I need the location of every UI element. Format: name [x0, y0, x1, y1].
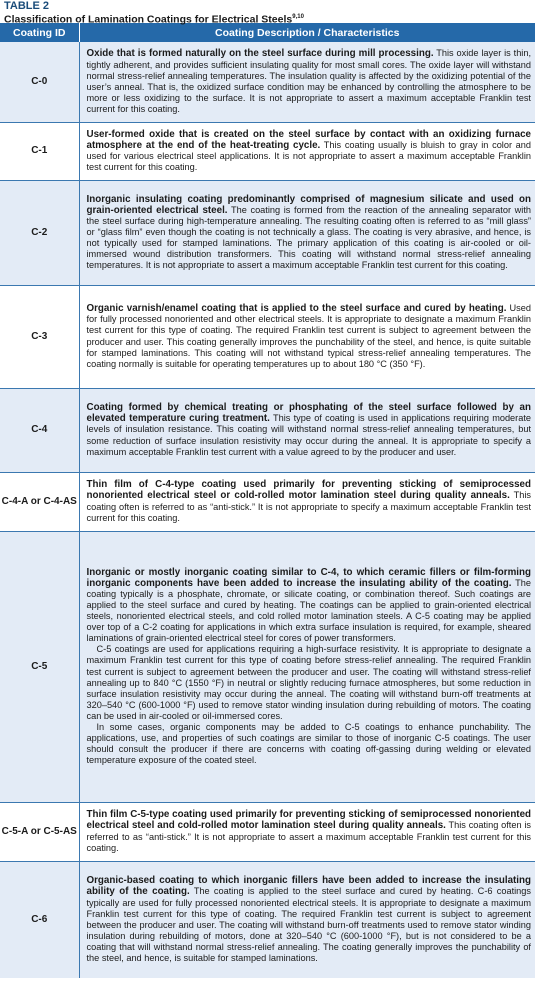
coating-description — [79, 802, 535, 861]
table-row — [0, 802, 535, 861]
table-row — [0, 472, 535, 531]
table-label: TABLE 2 — [4, 0, 50, 12]
description-text: The coating is formed from the reaction of the annealing separator with the steel surface during high-temperature annealing. The resulting coating often is referred to as “mill glass” or “glass film” even though the coating is not technically a glass. The coating is very abrasive, and hence, is not typically used for stamped laminations. The primary application of this coating is air-cooled or oil-immersed wound distribution transformers. This coating will withstand normal stress-relief annealing temperatures. It is not appropriate to assert a maximum acceptable Franklin test current for this coating. — [86, 204, 531, 271]
description-lead: Coating formed by chemical treating or phosphating of the steel surface followed by an elevated temperature curing treatment. — [86, 402, 531, 425]
description-text: This oxide layer is thin, tightly adherent, and provides sufficient insulating quality for most small cores. The oxide layer will withstand normal stress-relief annealing temperatures. The insulation quality is affected by the oxidizing potential of the user’s anneal. That is, the oxidized surface condition may be enhanced by controlling the atmosphere to be more or less oxidizing to the surface. It is not appropriate to assert a maximum acceptable Franklin test current for this coating. — [86, 48, 532, 114]
table-row — [0, 122, 535, 180]
coating-id: C-3 — [0, 285, 79, 388]
table-row — [0, 861, 535, 978]
description-lead: Organic varnish/enamel coating that is applied to the steel surface and cured by heating. — [86, 303, 507, 315]
coating-description — [79, 285, 535, 388]
table-row — [0, 531, 535, 802]
description-lead: Thin film C-5-type coating used primarily for preventing sticking of semiprocessed nonoriented electrical steel and cold-rolled motor lamination steel during quality anneals. — [86, 809, 531, 832]
description-paragraph: In some cases, organic components may be added to C-5 coatings to enhance punchability. The applications, use, and properties of such coatings are similar to those of inorganic C-5 coatings. The user should consult the producer if there are concerns with coating off-gassing during welding or elevated temperature exposure of the coated steel. — [86, 721, 531, 766]
table-row — [0, 285, 535, 388]
description-text: This coating often is referred to as “anti-stick.” It is not appropriate to specify a maximum acceptable Franklin test current for this coating. — [86, 490, 531, 523]
table-title-text: Classification of Lamination Coatings for Electrical Steels — [4, 13, 293, 26]
coating-id: C-6 — [0, 861, 79, 978]
description-lead: Thin film of C-4-type coating used primarily for preventing sticking of semiprocessed nonoriented electrical steel or cold-rolled motor lamination steel during quality anneals. — [86, 479, 531, 502]
table-head-row — [0, 23, 535, 42]
coating-description — [79, 472, 535, 531]
coating-description — [79, 861, 535, 978]
description-text: The coating is applied to the steel surface and cured by heating. C-6 coatings typically are used for fully processed nonoriented electrical steels. It is appropriate to designate a maximum Franklin test current for this type of coating. The required Franklin test current is subject to agreement between the producer and user. The coating will withstand burn-off treatments used to remove stator winding insulation during rebuilding of motors, done at 320–540 °C (600-1000 °F), but is not considered to be a coating that will withstand normal stress-relief annealing. The coating generally improves the punchability of the steel, and hence, is suitable for stamped laminations. — [86, 886, 531, 964]
coating-description — [79, 180, 535, 285]
coating-id: C-5 — [0, 531, 79, 802]
coating-id: C-5-A or C-5-AS — [0, 802, 79, 861]
table-header — [0, 0, 535, 26]
description-lead: Oxide that is formed naturally on the steel surface during mill processing. — [86, 48, 434, 60]
description-text: This type of coating is used in applications requiring moderate levels of insulation resistance. This coating will withstand normal stress-relief annealing temperatures, but some reduction of surface insulation resistivity may occur during the anneal. It is appropriate to specify a maximum acceptable Franklin test current with a value agreed to by the producer and user. — [86, 413, 532, 457]
description-text: This coating usually is bluish to gray in color and used for various electrical steel applications. It is not appropriate to assert a maximum acceptable Franklin test current for this coating. — [86, 139, 532, 173]
coating-description — [79, 122, 535, 180]
coating-id: C-1 — [0, 122, 79, 180]
coatings-table — [0, 23, 535, 978]
description-text: This coating often is referred to as “anti-stick.” It is not appropriate to assert a maximum acceptable Franklin test current for this coating. — [86, 820, 531, 853]
coating-id: C-2 — [0, 180, 79, 285]
description-text: The coating typically is a phosphate, chromate, or silicate coating, or combination thereof. Such coatings are applied to the steel surface and cured by heating. The coatings can be applied to grain-oriented electrical steels, nonoriented electrical steels, and cold rolled motor lamination steels. A C-5 coating may be applied over top of a C-2 coating for applications in which extra surface insulation is required, for example, sheared laminations of grain-oriented electrical steel for cores of power transformers. — [86, 577, 531, 644]
coating-description — [79, 42, 535, 122]
description-paragraph: C-5 coatings are used for applications requiring a high-surface resistivity. It is appropriate to designate a maximum Franklin test current for this type of coating before stress-relief annealing. The required Franklin test current is subject to agreement between the producer and user. The coating will withstand stress-relief annealing up to 840 °C (1550 °F) in neutral or slightly reducing furnace atmospheres, but some reduction in surface insulation resistivity may occur during the anneal. The coating will withstand burn-off treatments at 320–540 °C (600-1000 °F) used to remove stator winding insulation during rebuilding of motors. The coating can be used in air-cooled or oil-immersed cores. — [86, 644, 531, 721]
table-row — [0, 180, 535, 285]
table-row — [0, 388, 535, 472]
description-lead: Inorganic or mostly inorganic coating similar to C-4, to which ceramic fillers or film-forming inorganic components have been added to increase the insulating ability of the coating. — [86, 566, 531, 589]
column-header-description: Coating Description / Characteristics — [79, 23, 535, 42]
description-paragraph — [87, 567, 532, 645]
coating-id: C-0 — [0, 42, 79, 122]
description-lead: Organic-based coating to which inorganic fillers have been added to increase the insulating ability of the coating. — [86, 875, 531, 898]
description-lead: Inorganic insulating coating predominantly comprised of magnesium silicate and used on grain-oriented electrical steel. — [86, 193, 531, 216]
description-text: Used for fully processed nonoriented and other electrical steels. It is appropriate to designate a maximum Franklin test current for this type of coating. The required Franklin test current is subject to agreement between the producer and user. This coating generally improves the punchability of the steel, and hence, is quite suitable for stamped laminations. This coating will not withstand typical stress-relief annealing temperatures. The coating normally is suitable for operating temperatures up to about 180 °C (350 °F). — [86, 303, 531, 369]
coating-id: C-4 — [0, 388, 79, 472]
table-title-ref: 9,10 — [292, 14, 304, 20]
description-lead: User-formed oxide that is created on the steel surface by contact with an oxidizing furnace atmosphere at the end of the heat-treating cycle. — [86, 128, 531, 151]
coating-description — [79, 531, 535, 802]
coating-description — [79, 388, 535, 472]
column-header-coating-id: Coating ID — [0, 23, 79, 42]
table-row — [0, 42, 535, 122]
coating-id: C-4-A or C-4-AS — [0, 472, 79, 531]
